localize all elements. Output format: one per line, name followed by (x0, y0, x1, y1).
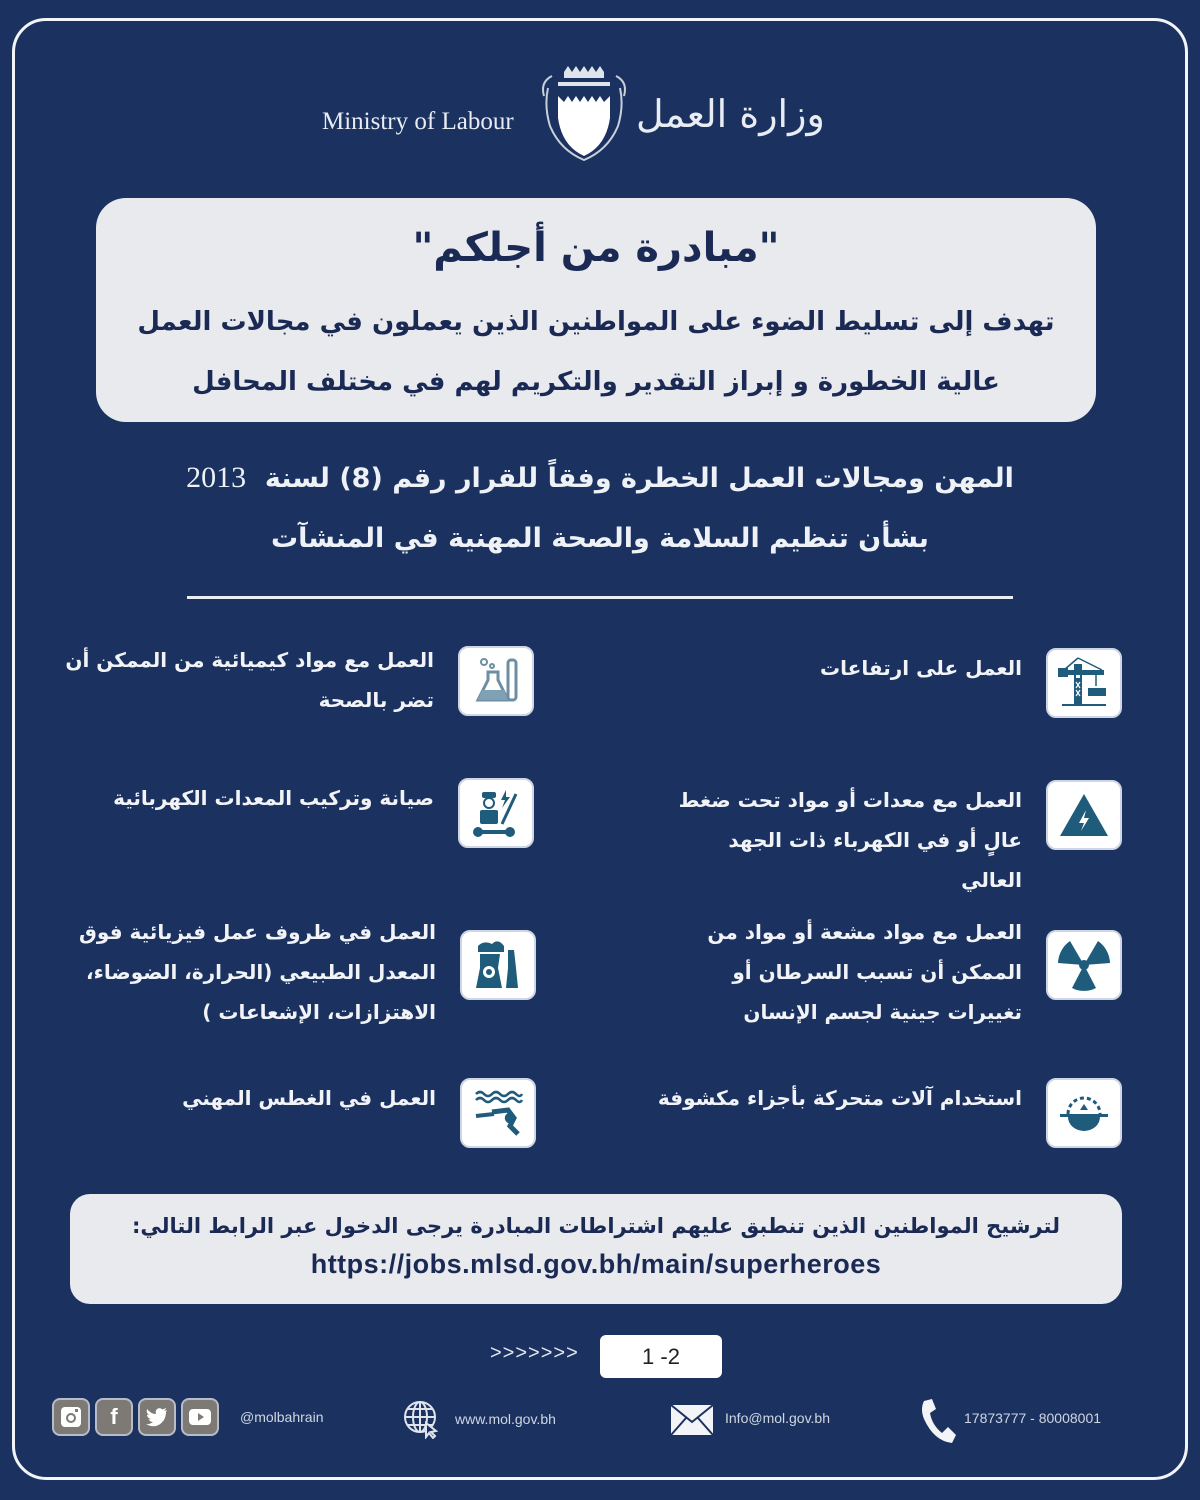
facebook-icon[interactable]: f (95, 1398, 133, 1436)
power-plant-icon (460, 930, 536, 1000)
section-divider (187, 596, 1013, 599)
initiative-intro-box (96, 198, 1096, 422)
hazard-item-moving-machinery (642, 1078, 1122, 1148)
phone-numbers[interactable]: 17873777 - 80008001 (964, 1410, 1102, 1426)
next-page-arrows: >>>>>>> (490, 1342, 579, 1364)
decree-year: 2013 (186, 461, 247, 494)
footer-contacts (0, 1395, 1200, 1445)
email-link[interactable]: Info@mol.gov.bh (725, 1410, 831, 1426)
initiative-description-line-2: عالية الخطورة و إبراز التقدير والتكريم لهم في مختلف المحافل (192, 367, 1000, 397)
bahrain-crest-icon (540, 66, 628, 162)
nomination-box (70, 1194, 1122, 1304)
globe-icon (402, 1399, 440, 1439)
page-indicator: 1 -2 (600, 1335, 722, 1378)
high-voltage-icon (1046, 780, 1122, 850)
circular-saw-icon (1046, 1078, 1122, 1148)
nomination-instructions: لترشيح المواطنين الذين تنطبق عليهم اشتراطات المبادرة يرجى الدخول عبر الرابط التالي: (131, 1214, 1061, 1238)
crane-icon (1046, 648, 1122, 718)
hazard-text: العمل في ظروف عمل فيزيائية فوق المعدل الطبيعي (الحرارة، الضوضاء، الاهتزازات، الإشعاعات ) (79, 920, 436, 1024)
envelope-icon (670, 1404, 714, 1436)
youtube-icon[interactable] (181, 1398, 219, 1436)
hazard-text: العمل مع مواد كيميائية من الممكن أن تضر بالصحة (65, 648, 434, 712)
hazard-text: العمل في الغطس المهني (182, 1086, 436, 1110)
chemistry-flask-icon (458, 646, 534, 716)
hazard-item-physical-conditions (56, 912, 536, 1032)
diver-icon (460, 1078, 536, 1148)
twitter-icon[interactable] (138, 1398, 176, 1436)
hazard-item-electrical-maintenance (54, 778, 534, 848)
website-link[interactable]: www.mol.gov.bh (455, 1411, 556, 1427)
decree-heading (180, 450, 1020, 571)
initiative-title: "مبادرة من أجلكم" (412, 225, 780, 271)
decree-line-2: بشأن تنظيم السلامة والصحة المهنية في المنشآت (271, 523, 929, 554)
hazard-text: العمل على ارتفاعات (820, 656, 1022, 680)
hazard-item-radiation (642, 912, 1122, 1032)
hazard-item-heights (642, 648, 1122, 718)
hazard-item-diving (56, 1078, 536, 1148)
hazard-item-high-pressure-voltage (642, 780, 1122, 900)
social-icons (52, 1398, 219, 1436)
hazard-text: العمل مع مواد مشعة أو مواد من الممكن أن تسبب السرطان أو تغييرات جينية لجسم الإنسان (707, 920, 1022, 1024)
electrician-icon (458, 778, 534, 848)
hazard-text: استخدام آلات متحركة بأجزاء مكشوفة (657, 1086, 1022, 1110)
decree-line-1 (180, 450, 1020, 507)
initiative-description-line-1: تهدف إلى تسليط الضوء على المواطنين الذين يعملون في مجالات العمل (137, 307, 1055, 337)
hazard-item-chemicals (54, 640, 534, 720)
instagram-icon[interactable] (52, 1398, 90, 1436)
radiation-icon (1046, 930, 1122, 1000)
ministry-arabic-name: وزارة العمل (636, 92, 825, 136)
ministry-english-name: Ministry of Labour (322, 108, 514, 135)
decree-line-1-text: المهن ومجالات العمل الخطرة وفقاً للقرار رقم (8) لسنة (264, 463, 1014, 494)
phone-icon (918, 1397, 958, 1445)
nomination-link[interactable]: https://jobs.mlsd.gov.bh/main/superheroes (310, 1249, 882, 1279)
header (0, 66, 1200, 166)
social-handle[interactable]: @molbahrain (240, 1409, 324, 1425)
hazard-text: العمل مع معدات أو مواد تحت ضغط عالٍ أو في الكهرباء ذات الجهد العالي (678, 788, 1022, 892)
hazard-text: صيانة وتركيب المعدات الكهربائية (113, 786, 434, 810)
